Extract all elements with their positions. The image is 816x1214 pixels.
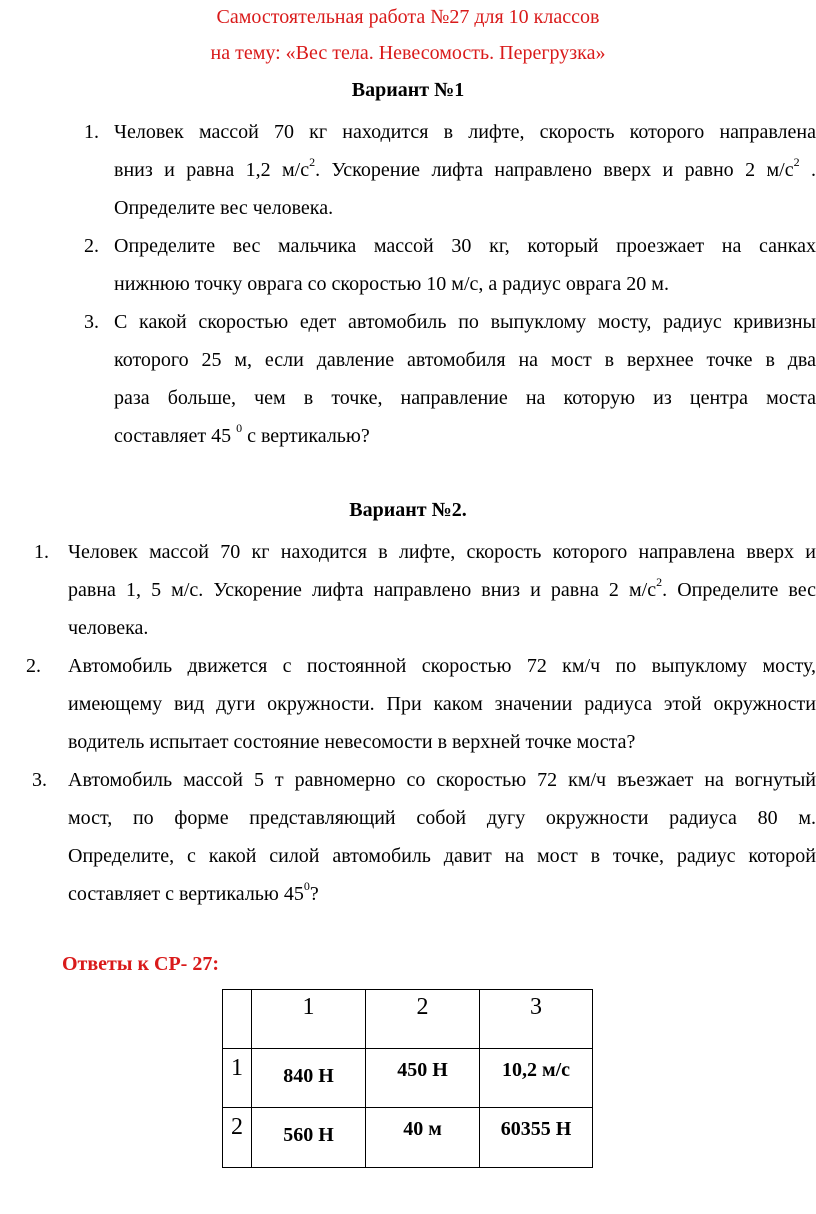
- row-label: 1: [223, 1049, 252, 1108]
- table-cell: 560 Н: [252, 1108, 366, 1168]
- task-line: Определите вес человека.: [114, 197, 334, 219]
- column-header: 2: [366, 990, 480, 1049]
- task-text: составляет с вертикалью 45: [68, 883, 304, 905]
- answers-title: Ответы к СР- 27:: [62, 953, 220, 975]
- variant-1-task-list: [84, 113, 816, 455]
- task-number: 1.: [84, 121, 99, 143]
- table-cell: 450 Н: [366, 1049, 480, 1108]
- table-corner-cell: [223, 990, 252, 1049]
- superscript: 2: [309, 155, 316, 170]
- task-text: с вертикалью?: [242, 425, 370, 447]
- variant-2-task-3: [34, 761, 816, 913]
- table-row: [223, 1049, 593, 1108]
- table-cell: 60355 Н: [480, 1108, 593, 1168]
- task-text: . Ускорение лифта направлено вверх и равно 2 м/с: [315, 159, 794, 181]
- task-line: человека.: [68, 617, 149, 639]
- task-line: Человек массой 70 кг находится в лифте, скорость которого направлена: [114, 121, 816, 143]
- task-text: составляет 45: [114, 425, 237, 447]
- table-row: [223, 1108, 593, 1168]
- task-line: Определите вес мальчика массой 30 кг, который проезжает на санках: [114, 235, 816, 257]
- task-line: имеющему вид дуги окружности. При каком значении радиуса этой окружности: [68, 693, 816, 715]
- task-line: Автомобиль движется с постоянной скоростью 72 км/ч по выпуклому мосту,: [68, 655, 816, 677]
- task-line: нижнюю точку оврага со скоростью 10 м/с, а радиус оврага 20 м.: [114, 273, 669, 295]
- task-number: 3.: [84, 311, 99, 333]
- column-header: 1: [252, 990, 366, 1049]
- task-text: равна 1, 5 м/с. Ускорение лифта направлено вниз и равна 2 м/с: [68, 579, 657, 601]
- task-number: 2.: [84, 235, 99, 257]
- task-line: [114, 417, 816, 455]
- superscript: 0: [303, 879, 310, 894]
- doc-title-line-1: Самостоятельная работа №27 для 10 классов: [216, 6, 600, 28]
- task-text: ?: [309, 883, 319, 905]
- superscript: 2: [656, 575, 663, 590]
- task-text: . Определите вес: [662, 579, 816, 601]
- superscript: 2: [793, 155, 800, 170]
- variant-2-heading: Вариант №2.: [349, 499, 467, 521]
- task-line: [68, 571, 816, 609]
- variant-1-task-1: [84, 113, 816, 227]
- task-number: 3.: [32, 769, 47, 791]
- task-line: [114, 151, 816, 189]
- task-text: .: [799, 159, 816, 181]
- task-number: 2.: [26, 655, 41, 677]
- task-text: вниз и равна 1,2 м/с: [114, 159, 310, 181]
- variant-1-heading: Вариант №1: [351, 79, 465, 101]
- row-label: 2: [223, 1108, 252, 1168]
- variant-2-task-list: [26, 533, 816, 913]
- variant-2-task-2: [26, 647, 816, 761]
- variant-1-task-2: [84, 227, 816, 303]
- task-number: 1.: [34, 541, 49, 563]
- superscript: 0: [236, 421, 243, 436]
- table-cell: 40 м: [366, 1108, 480, 1168]
- task-line: раза больше, чем в точке, направление на которую из центра моста: [114, 387, 816, 409]
- variant-1-task-3: [84, 303, 816, 455]
- table-header-row: [223, 990, 593, 1049]
- task-line: водитель испытает состояние невесомости в верхней точке моста?: [68, 731, 636, 753]
- task-line: С какой скоростью едет автомобиль по выпуклому мосту, радиус кривизны: [114, 311, 816, 333]
- task-line: [68, 875, 816, 913]
- table-cell: 10,2 м/с: [480, 1049, 593, 1108]
- task-line: мост, по форме представляющий собой дугу окружности радиуса 80 м.: [68, 807, 816, 829]
- column-header: 3: [480, 990, 593, 1049]
- table-cell: 840 Н: [252, 1049, 366, 1108]
- task-line: Автомобиль массой 5 т равномерно со скоростью 72 км/ч въезжает на вогнутый: [68, 769, 816, 791]
- task-line: Определите, с какой силой автомобиль давит на мост в точке, радиус которой: [68, 845, 816, 867]
- answers-table: [222, 989, 593, 1168]
- task-line: которого 25 м, если давление автомобиля на мост в верхнее точке в два: [114, 349, 816, 371]
- variant-2-task-1: [34, 533, 816, 647]
- doc-title-line-2: на тему: «Вес тела. Невесомость. Перегрузка»: [210, 42, 606, 64]
- task-line: Человек массой 70 кг находится в лифте, скорость которого направлена вверх и: [68, 541, 816, 563]
